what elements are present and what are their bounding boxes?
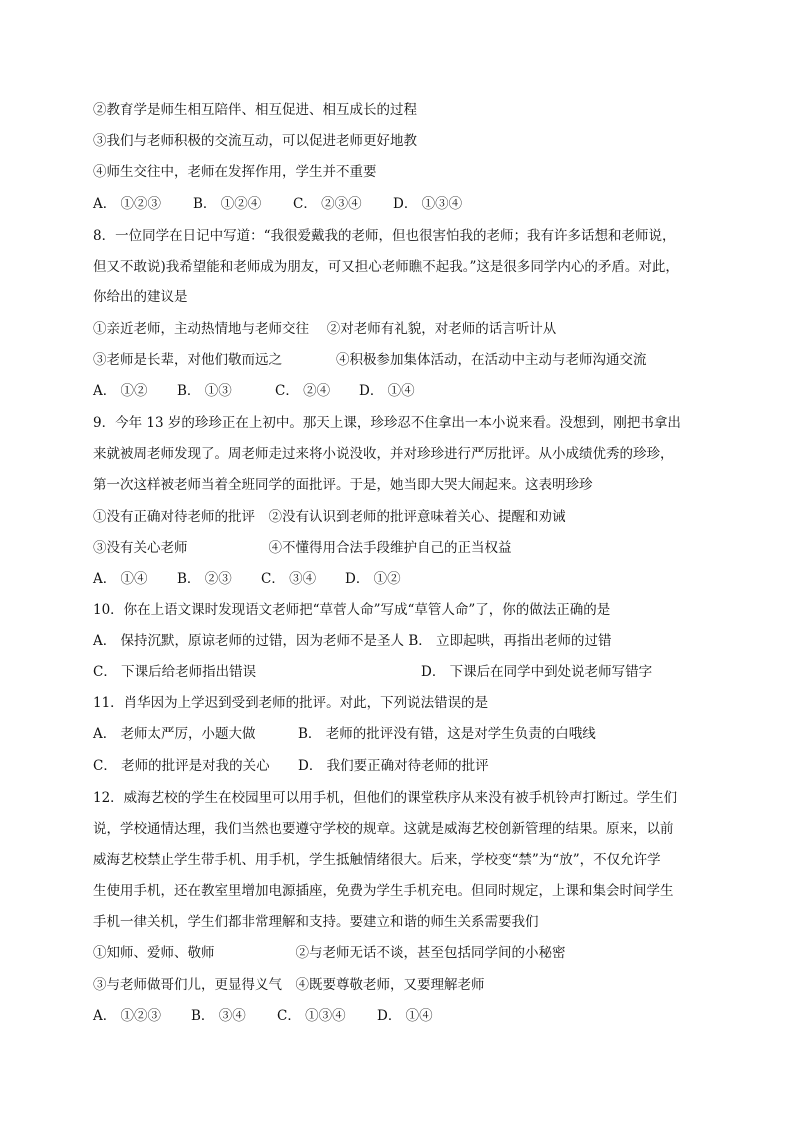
q8-option-c: C． ②④: [275, 383, 331, 399]
q8-statements-b: ③老师是长辈，对他们敬而远之 ④积极参加集体活动，在活动中主动与老师沟通交流: [93, 352, 647, 368]
q9-stem-line1: 9．今年 13 岁的珍珍正在上初中。那天上课，珍珍忍不住拿出一本小说来看。没想到，刚把书拿出: [93, 415, 681, 431]
q11-option-d: D． 我们要正确对待老师的批评: [298, 758, 489, 774]
statement-2: ②教育学是师生相互陪伴、相互促进、相互成长的过程: [93, 102, 417, 118]
q12-option-a: A． ①②③: [93, 1008, 162, 1024]
q8-stem-line2: 但又不敢说)我希望能和老师成为朋友，可又担心老师瞧不起我。”这是很多同学内心的矛盾。对此，: [93, 259, 679, 275]
q8-option-a: A． ①②: [93, 383, 148, 399]
q9-options: [93, 569, 704, 589]
q12-option-b: B． ③④: [191, 1008, 246, 1024]
q7-option-c: C． ②③④: [293, 196, 362, 212]
q7-options: [93, 194, 704, 214]
q9-option-c: C． ③④: [261, 571, 317, 587]
q10-options-ab: A． 保持沉默，原谅老师的过错，因为老师不是圣人 B． 立即起哄，再指出老师的过错: [93, 633, 612, 649]
q12-stem-line2: 说，学校通情达理，我们当然也要遵守学校的规章。这就是威海艺校创新管理的结果。原来，以前: [93, 821, 674, 837]
q11-option-b: B． 老师的批评没有错，这是对学生负责的白哦线: [298, 726, 596, 742]
q11-options-cd: [93, 756, 704, 776]
q12-stem-line1: 12．威海艺校的学生在校园里可以用手机，但他们的课堂秩序从来没有被手机铃声打断过。学生们: [93, 790, 678, 806]
q8-option-d: D． ①④: [359, 383, 415, 399]
q10-options-cd: [93, 662, 704, 682]
q12-stem-line4: 生使用手机，还在教室里增加电源插座，免费为学生手机充电。但同时规定，上课和集会时间学生: [93, 883, 674, 899]
q12-option-c: C． ①③④: [277, 1008, 346, 1024]
q12-stem-line5: 手机一律关机，学生们都非常理解和支持。要建立和谐的师生关系需要我们: [93, 914, 539, 930]
statement-3: ③我们与老师积极的交流互动，可以促进老师更好地教: [93, 133, 417, 149]
q12-statements-a: ①知师、爱师、敬师 ②与老师无话不谈，甚至包括同学间的小秘密: [93, 945, 566, 961]
q10-option-c: C． 下课后给老师指出错误: [93, 664, 257, 680]
q9-statements-b: ③没有关心老师 ④不懂得用合法手段维护自己的正当权益: [93, 540, 512, 556]
q7-option-d: D． ①③④: [393, 196, 463, 212]
q8-stem-line3: 你给出的建议是: [93, 289, 188, 305]
q8-statements-a: ①亲近老师，主动热情地与老师交往 ②对老师有礼貌，对老师的话言听计从: [93, 321, 557, 337]
q8-stem-line1: 8．一位同学在日记中写道：“我很爱戴我的老师，但也很害怕我的老师；我有许多话想和老师说，: [93, 228, 676, 244]
q9-option-a: A． ①④: [93, 571, 148, 587]
q10-option-d: D． 下课后在同学中到处说老师写错字: [421, 664, 653, 680]
q12-option-d: D． ①④: [377, 1008, 433, 1024]
q9-option-b: B． ②③: [177, 571, 232, 587]
q9-statements-a: ①没有正确对待老师的批评 ②没有认识到老师的批评意味着关心、提醒和劝诫: [93, 509, 566, 525]
q8-option-b: B． ①③: [177, 383, 232, 399]
q11-option-c: C． 老师的批评是对我的关心: [93, 758, 270, 774]
q10-stem: 10．你在上语文课时发现语文老师把“草菅人命”写成“草管人命”了，你的做法正确的是: [93, 602, 611, 618]
q9-stem-line3: 第一次这样被老师当着全班同学的面批评。于是，她当即大哭大闹起来。这表明珍珍: [93, 477, 593, 493]
q11-option-a: A． 老师太严厉，小题大做: [93, 726, 256, 742]
q7-option-a: A． ①②③: [93, 196, 162, 212]
q11-options-ab: [93, 724, 704, 744]
q12-options: [93, 1006, 704, 1026]
statement-4: ④师生交往中，老师在发挥作用，学生并不重要: [93, 164, 377, 180]
q7-option-b: B． ①②④: [193, 196, 262, 212]
q8-options: [93, 381, 704, 401]
q12-stem-line3: 威海艺校禁止学生带手机、用手机，学生抵触情绪很大。后来，学校变“禁”为“放”，不仅允许学: [93, 852, 661, 868]
q9-stem-line2: 来就被周老师发现了。周老师走过来将小说没收，并对珍珍进行严厉批评。从小成绩优秀的珍珍，: [93, 446, 674, 462]
q9-option-d: D． ①②: [345, 571, 401, 587]
q11-stem: 11．肖华因为上学迟到受到老师的批评。对此，下列说法错误的是: [93, 695, 489, 711]
q12-statements-b: ③与老师做哥们儿，更显得义气 ④既要尊敬老师，又要理解老师: [93, 977, 485, 993]
